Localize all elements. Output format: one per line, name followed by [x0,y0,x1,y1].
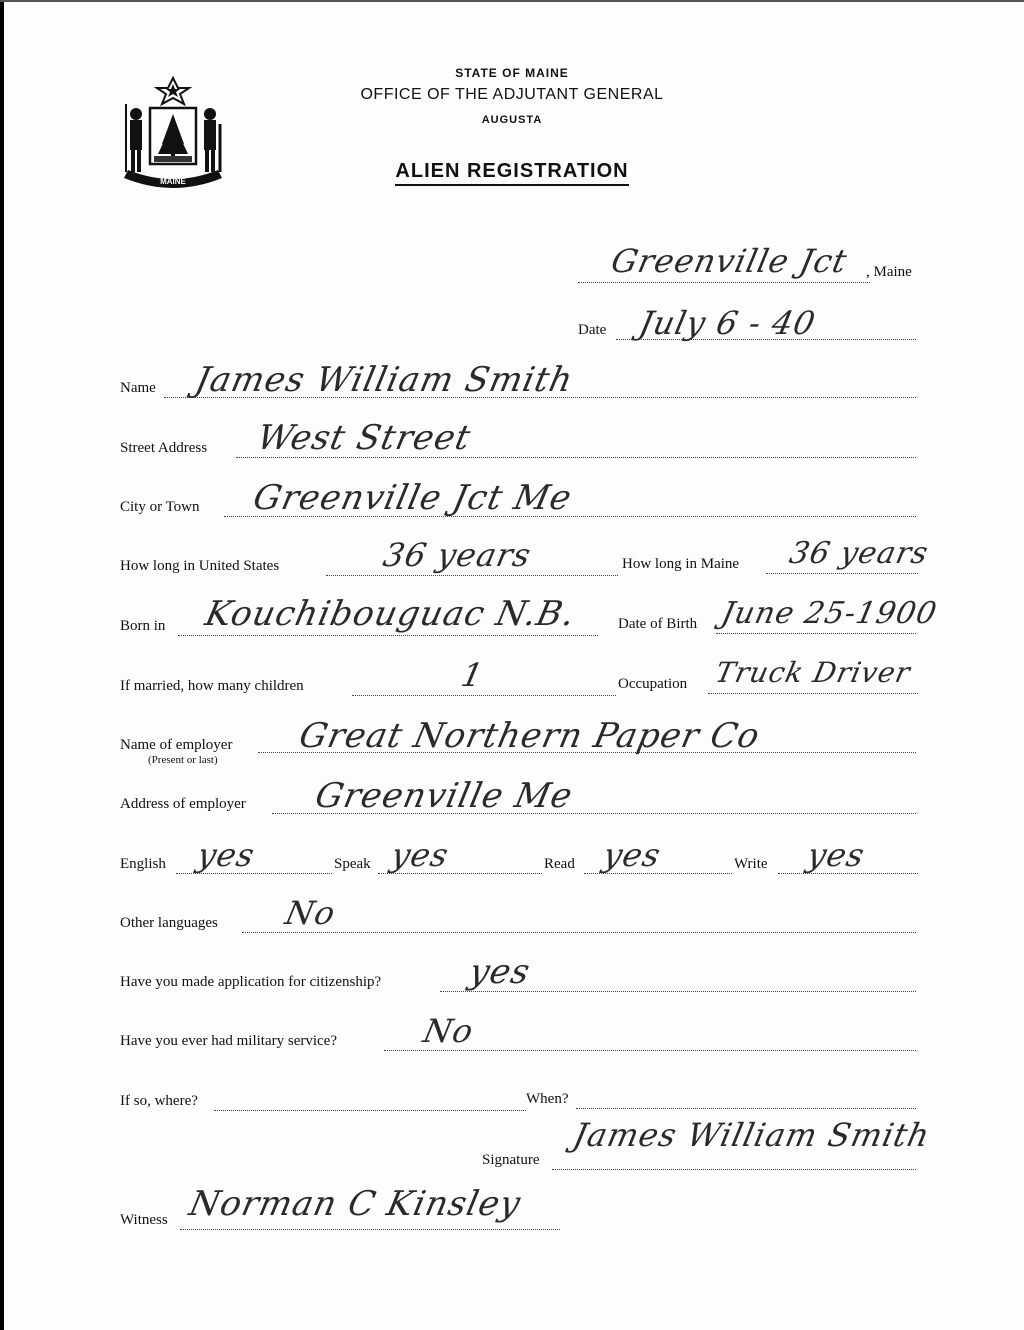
witness-dots [180,1229,560,1230]
date-value: July 6 - 40 [635,304,820,342]
date-label: Date [578,322,607,338]
name-label: Name [120,380,156,396]
how-long-maine-label: How long in Maine [622,556,740,572]
header-office: OFFICE OF THE ADJUTANT GENERAL [360,86,664,103]
citizenship-value: yes [465,952,535,992]
when-dots [576,1108,916,1109]
children-dots [352,695,616,696]
how-long-us-label: How long in United States [120,558,280,574]
write-value: yes [803,836,869,874]
signature-value: James William Smith [569,1116,934,1154]
occupation-value: Truck Driver [712,656,914,689]
write-label: Write [734,856,768,872]
employer-address-value: Greenville Me [311,776,577,816]
military-label: Have you ever had military service? [120,1033,337,1049]
scan-edge [0,0,4,1330]
street-address-label: Street Address [120,440,208,456]
name-value: James William Smith [191,360,577,400]
how-long-us-value: 36 years [379,536,535,574]
date-of-birth-value: June 25-1900 [718,596,941,631]
citizenship-label: Have you made application for citizenship? [120,974,382,990]
military-value: No [419,1012,478,1050]
city-value: Greenville Jct Me [249,478,576,518]
maine-suffix-label: , Maine [866,264,912,280]
other-languages-value: No [281,894,340,932]
born-in-value: Kouchibouguac N.B. [201,594,580,634]
city-label: City or Town [120,499,200,515]
employer-note: (Present or last) [148,754,218,766]
born-in-label: Born in [120,618,166,634]
english-value: yes [193,836,259,874]
children-value: 1 [457,656,488,694]
if-so-where-dots [214,1110,526,1111]
english-label: English [120,856,166,872]
how-long-maine-value: 36 years [786,536,932,571]
speak-label: Speak [334,856,371,872]
signature-dots [552,1169,916,1170]
if-so-where-label: If so, where? [120,1093,198,1109]
how-long-maine-dots [766,573,918,574]
town-value: Greenville Jct [607,242,851,280]
read-value: yes [599,836,665,874]
occupation-dots [708,693,918,694]
other-languages-dots [242,932,916,933]
scan-edge-top [0,0,1024,2]
when-label: When? [526,1091,569,1107]
read-label: Read [544,856,575,872]
witness-value: Norman C Kinsley [185,1184,525,1224]
speak-value: yes [387,836,453,874]
header-city: AUGUSTA [481,114,543,126]
employer-address-label: Address of employer [120,796,246,812]
occupation-label: Occupation [618,676,688,692]
employer-value: Great Northern Paper Co [295,716,764,756]
witness-label: Witness [120,1212,168,1228]
header-state: STATE OF MAINE [455,66,569,80]
children-label: If married, how many children [120,678,304,694]
other-languages-label: Other languages [120,915,218,931]
seal-text: MAINE [160,177,186,186]
date-of-birth-label: Date of Birth [618,616,698,632]
military-dots [384,1050,916,1051]
born-in-dots [178,635,598,636]
signature-label: Signature [482,1152,540,1168]
form-title-text: ALIEN REGISTRATION [395,160,628,186]
how-long-us-dots [326,575,618,576]
town-dots [578,282,870,283]
form-title [0,160,1024,183]
date-of-birth-dots [716,633,916,634]
street-address-value: West Street [253,418,475,458]
employer-label: Name of employer [120,737,233,753]
